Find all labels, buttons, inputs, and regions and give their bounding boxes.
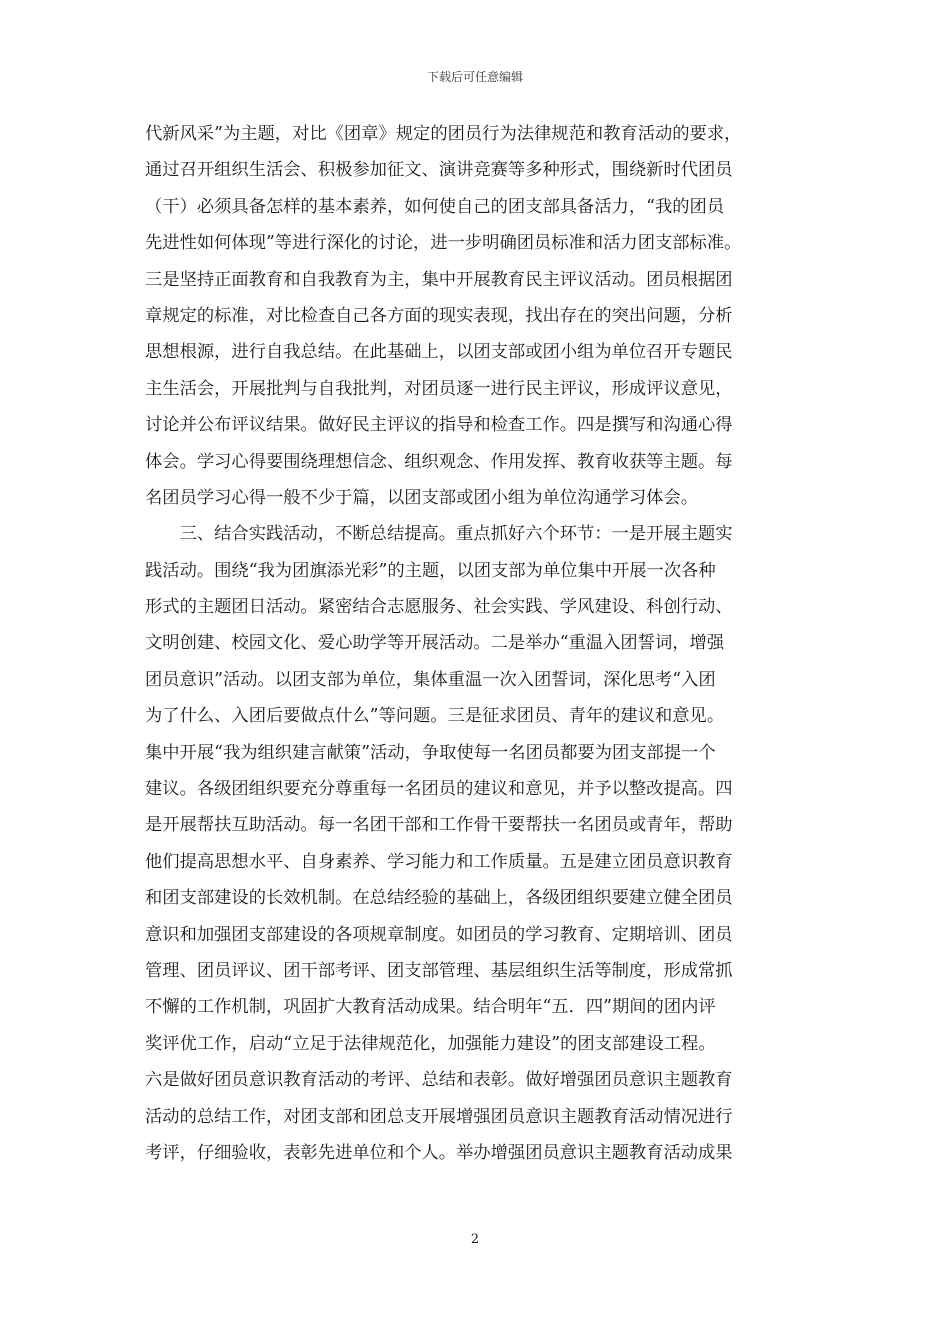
text-line: 三、结合实践活动，不断总结提高。重点抓好六个环节：一是开展主题实 [145, 524, 733, 545]
text-line: 奖评优工作，启动“立足于法律规范化，加强能力建设”的团支部建设工程。 [145, 1033, 716, 1054]
text-line: （干）必须具备怎样的基本素养，如何使自己的团支部具备活力，“我的团员 [145, 196, 725, 217]
text-line: 体会。学习心得要围绕理想信念、组织观念、作用发挥、教育收获等主题。每 [145, 451, 733, 472]
document-body [145, 116, 805, 1171]
text-line: 文明创建、校园文化、爱心助学等开展活动。二是举办“重温入团誓词，增强 [145, 633, 725, 654]
text-line: 意识和加强团支部建设的各项规章制度。如团员的学习教育、定期培训、团员 [145, 924, 733, 945]
text-line: 他们提高思想水平、自身素养、学习能力和工作质量。五是建立团员意识教育 [145, 851, 733, 872]
text-line: 形式的主题团日活动。紧密结合志愿服务、社会实践、学风建设、科创行动、 [145, 597, 733, 618]
text-line: 思想根源，进行自我总结。在此基础上，以团支部或团小组为单位召开专题民 [145, 342, 733, 363]
text-line: 先进性如何体现”等进行深化的讨论，进一步明确团员标准和活力团支部标准。 [145, 233, 742, 254]
text-line: 践活动。围绕“我为团旗添光彩”的主题，以团支部为单位集中开展一次各种 [145, 560, 716, 581]
page-header: 下载后可任意编辑 [426, 70, 523, 84]
page-number: 2 [470, 1232, 480, 1247]
text-line: 建议。各级团组织要充分尊重每一名团员的建议和意见，并予以整改提高。四 [145, 779, 733, 800]
text-line: 是开展帮扶互助活动。每一名团干部和工作骨干要帮扶一名团员或青年，帮助 [145, 815, 733, 836]
text-line: 和团支部建设的长效机制。在总结经验的基础上，各级团组织要建立健全团员 [145, 888, 733, 909]
text-line: 管理、团员评议、团干部考评、团支部管理、基层组织生活等制度，形成常抓 [145, 960, 733, 981]
text-line: 通过召开组织生活会、积极参加征文、演讲竞赛等多种形式，围绕新时代团员 [145, 160, 733, 181]
text-line: 六是做好团员意识教育活动的考评、总结和表彰。做好增强团员意识主题教育 [145, 1070, 733, 1091]
text-line: 章规定的标准，对比检查自己各方面的现实表现，找出存在的突出问题，分析 [145, 305, 733, 326]
text-line: 三是坚持正面教育和自我教育为主，集中开展教育民主评议活动。团员根据团 [145, 269, 733, 290]
text-line: 讨论并公布评议结果。做好民主评议的指导和检查工作。四是撰写和沟通心得 [145, 415, 733, 436]
text-line: 为了什么、入团后要做点什么”等问题。三是征求团员、青年的建议和意见。 [145, 706, 725, 727]
text-line: 考评，仔细验收，表彰先进单位和个人。举办增强团员意识主题教育活动成果 [145, 1142, 733, 1163]
text-line: 集中开展“我为组织建言献策”活动，争取使每一名团员都要为团支部提一个 [145, 742, 716, 763]
text-line: 不懈的工作机制，巩固扩大教育活动成果。结合明年“五．四”期间的团内评 [145, 997, 716, 1018]
text-line: 代新风采”为主题，对比《团章》规定的团员行为法律规范和教育活动的要求， [145, 124, 742, 144]
text-line: 名团员学习心得一般不少于篇，以团支部或团小组为单位沟通学习体会。 [145, 487, 699, 508]
text-line: 活动的总结工作，对团支部和团总支开展增强团员意识主题教育活动情况进行 [145, 1106, 733, 1127]
text-line: 主生活会，开展批判与自我批判，对团员逐一进行民主评议，形成评议意见， [145, 378, 733, 399]
text-line: 团员意识”活动。以团支部为单位，集体重温一次入团誓词，深化思考“入团 [145, 669, 716, 690]
